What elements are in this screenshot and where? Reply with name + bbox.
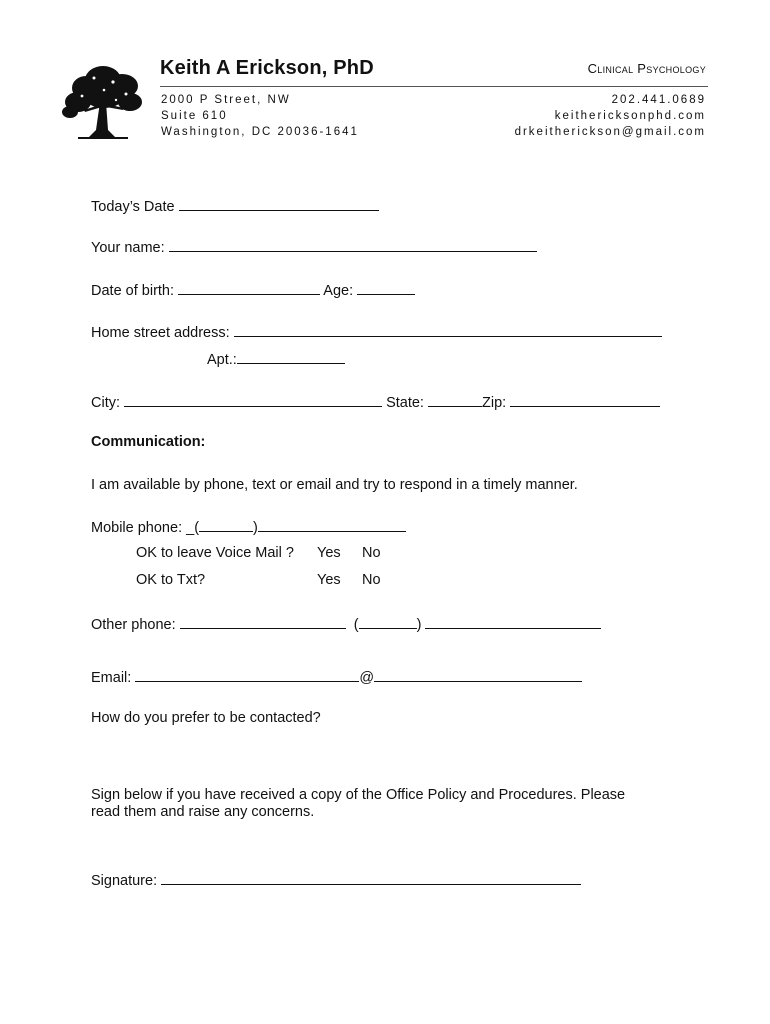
txt-yes-option[interactable]: Yes	[317, 572, 341, 588]
email-label: Email:	[91, 670, 132, 686]
home-address-label: Home street address:	[91, 325, 230, 341]
availability-text: I am available by phone, text or email and try to respond in a timely manner.	[91, 477, 578, 493]
todays-date-row	[91, 197, 379, 215]
mobile-prefix: _(	[186, 520, 200, 536]
mobile-number-field[interactable]	[258, 518, 406, 532]
prefer-contact-label: How do you prefer to be contacted?	[91, 710, 321, 726]
city-label: City:	[91, 395, 120, 411]
state-label: State:	[386, 395, 424, 411]
other-area-code-field[interactable]	[359, 615, 417, 629]
signature-field[interactable]	[161, 871, 581, 885]
policy-line-2: read them and raise any concerns.	[91, 804, 315, 820]
communication-heading: Communication:	[91, 434, 206, 450]
contact-email[interactable]: drkeitherickson@gmail.com	[514, 126, 706, 138]
contact-website[interactable]: keithericksonphd.com	[554, 110, 706, 122]
email-user-field[interactable]	[135, 668, 359, 682]
your-name-row	[91, 238, 537, 256]
policy-line-1: Sign below if you have received a copy of the Office Policy and Procedures. Please	[91, 787, 626, 803]
your-name-label: Your name:	[91, 240, 165, 256]
email-at: @	[359, 670, 375, 686]
signature-label: Signature:	[91, 873, 158, 889]
mobile-phone-label: Mobile phone:	[91, 520, 183, 536]
mobile-area-code-field[interactable]	[199, 518, 253, 532]
letterhead-logo	[58, 58, 148, 142]
zip-label: Zip:	[481, 395, 507, 411]
mobile-close: )	[253, 520, 258, 536]
txt-no-option[interactable]: No	[362, 572, 381, 588]
signature-row	[91, 871, 581, 889]
age-field[interactable]	[357, 281, 415, 295]
letterhead-specialty: Clinical Psychology	[587, 61, 706, 76]
voicemail-label: OK to leave Voice Mail ?	[136, 545, 294, 561]
todays-date-field[interactable]	[179, 197, 379, 211]
other-phone-field[interactable]	[180, 615, 346, 629]
other-open: (	[353, 617, 359, 633]
dob-row	[91, 281, 415, 299]
letterhead-rule	[160, 86, 708, 87]
other-number-field[interactable]	[425, 615, 601, 629]
apt-label: Apt.:	[207, 352, 237, 368]
dob-label: Date of birth:	[91, 283, 175, 299]
other-phone-label: Other phone:	[91, 617, 176, 633]
letterhead-address	[161, 92, 359, 140]
dob-field[interactable]	[178, 281, 320, 295]
address-line-3: Washington, DC 20036-1641	[161, 126, 359, 138]
state-field[interactable]	[428, 393, 482, 407]
other-phone-row	[91, 615, 601, 633]
contact-phone: 202.441.0689	[611, 94, 706, 106]
policy-text	[91, 787, 625, 821]
tree-icon	[58, 58, 148, 142]
home-address-row	[91, 323, 662, 341]
txt-label: OK to Txt?	[136, 572, 206, 588]
voicemail-yes-option[interactable]: Yes	[317, 545, 341, 561]
city-row	[91, 393, 660, 411]
your-name-field[interactable]	[169, 238, 537, 252]
zip-field[interactable]	[510, 393, 660, 407]
apt-row	[207, 350, 345, 368]
apt-field[interactable]	[237, 350, 345, 364]
voicemail-no-option[interactable]: No	[362, 545, 381, 561]
mobile-phone-row	[91, 518, 406, 536]
letterhead-name: Keith A Erickson, PhD	[160, 57, 374, 79]
email-domain-field[interactable]	[374, 668, 582, 682]
email-row	[91, 668, 582, 686]
age-label: Age:	[323, 283, 354, 299]
other-close: )	[416, 617, 422, 633]
home-address-field[interactable]	[234, 323, 662, 337]
todays-date-label: Today’s Date	[91, 199, 175, 215]
address-line-1: 2000 P Street, NW	[161, 94, 291, 106]
letterhead-contact	[515, 92, 706, 140]
city-field[interactable]	[124, 393, 382, 407]
address-line-2: Suite 610	[161, 110, 228, 122]
